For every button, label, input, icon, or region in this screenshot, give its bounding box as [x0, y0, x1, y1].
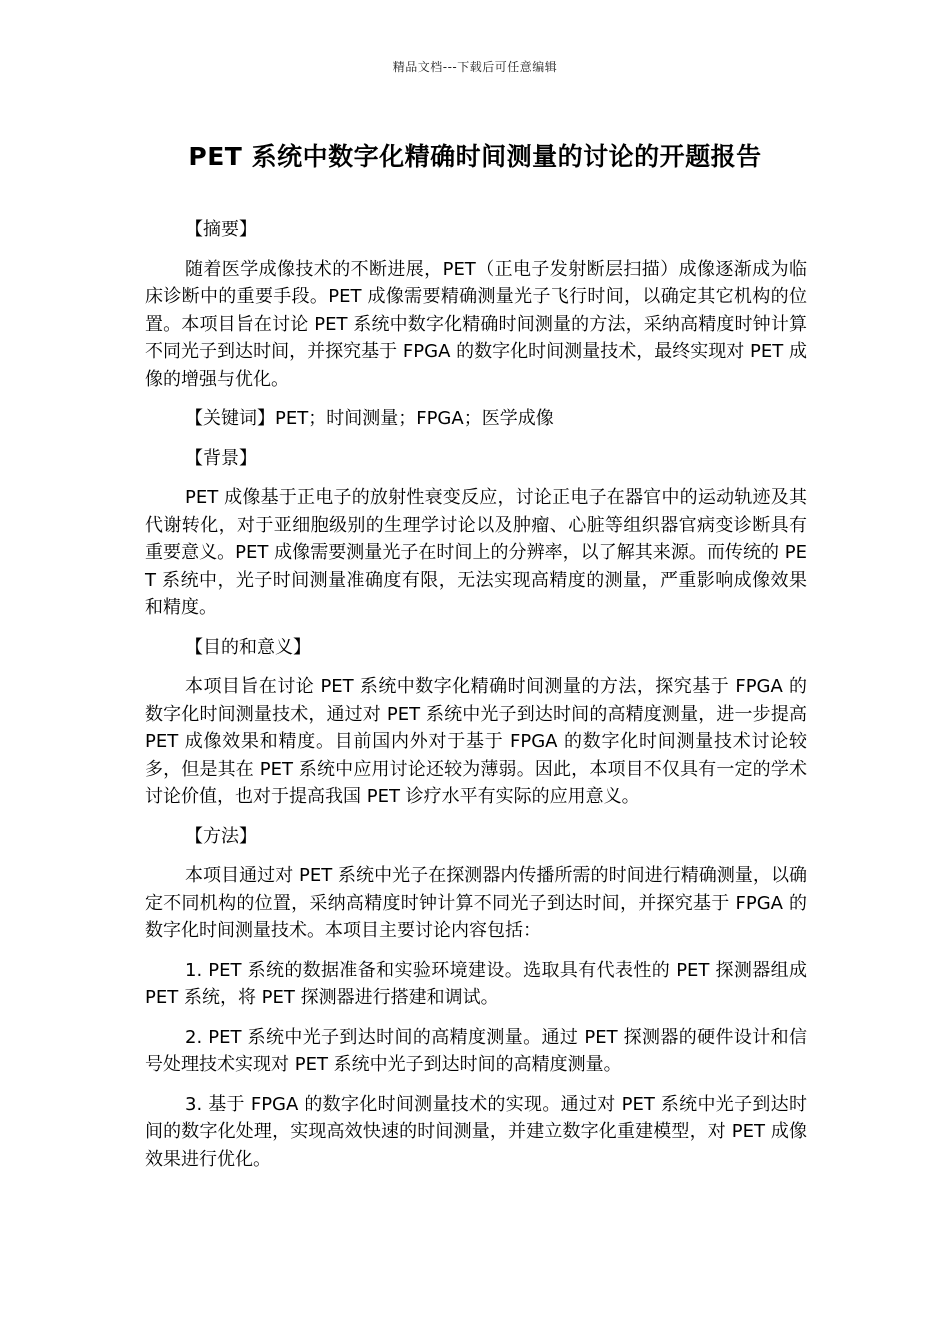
method-heading: 【方法】: [185, 825, 257, 847]
abstract-heading: 【摘要】: [185, 219, 257, 240]
document-body: [145, 216, 807, 1185]
method-item-1: 1. PET 系统的数据准备和实验环境建设。选取具有代表性的 PET 探测器组成 PET 系统，将 PET 探测器进行搭建和调试。: [145, 959, 807, 1008]
background-paragraph: PET 成像基于正电子的放射性衰变反应，讨论正电子在器官中的运动轨迹及其代谢转化，对于亚细胞级别的生理学讨论以及肿瘤、心脏等组织器官病变诊断具有重要意义。PET 成像需要测量光子在时间上的分辨率，以了解其来源。而传统的 PET 系统中，光子时间测量准确度有限，无法实现高精度的测量，严重影响成像效果和精度。: [145, 487, 807, 618]
header-note: 精品文档---下载后可任意编辑: [392, 60, 558, 74]
purpose-heading: 【目的和意义】: [185, 636, 311, 658]
background-heading: 【背景】: [185, 447, 257, 469]
method-item-2: 2. PET 系统中光子到达时间的高精度测量。通过 PET 探测器的硬件设计和信号处理技术实现对 PET 系统中光子到达时间的高精度测量。: [145, 1026, 807, 1075]
keywords-line: 【关键词】PET；时间测量；FPGA；医学成像: [185, 408, 554, 429]
abstract-paragraph: 随着医学成像技术的不断进展，PET（正电子发射断层扫描）成像逐渐成为临床诊断中的重要手段。PET 成像需要精确测量光子飞行时间，以确定其它机构的位置。本项目旨在讨论 PET 系统中数字化精确时间测量的方法，采纳高精度时钟计算不同光子到达时间，并探究基于 FPGA 的数字化时间测量技术，最终实现对 PET 成像的增强与优化。: [145, 258, 807, 390]
document-title: PET 系统中数字化精确时间测量的讨论的开题报告: [188, 142, 762, 171]
purpose-paragraph: 本项目旨在讨论 PET 系统中数字化精确时间测量的方法，探究基于 FPGA 的数字化时间测量技术，通过对 PET 系统中光子到达时间的高精度测量，进一步提高 PET 成像效果和精度。目前国内外对于基于 FPGA 的数字化时间测量技术讨论较多，但是其在 PET 系统中应用讨论还较为薄弱。因此，本项目不仅具有一定的学术讨论价值，也对于提高我国 PET 诊疗水平有实际的应用意义。: [145, 676, 807, 807]
method-paragraph: 本项目通过对 PET 系统中光子在探测器内传播所需的时间进行精确测量，以确定不同机构的位置，采纳高精度时钟计算不同光子到达时间，并探究基于 FPGA 的数字化时间测量技术。本项目主要讨论内容包括：: [145, 865, 807, 941]
method-item-3: 3. 基于 FPGA 的数字化时间测量技术的实现。通过对 PET 系统中光子到达时间的数字化处理，实现高效快速的时间测量，并建立数字化重建模型，对 PET 成像效果进行优化。: [145, 1093, 807, 1170]
